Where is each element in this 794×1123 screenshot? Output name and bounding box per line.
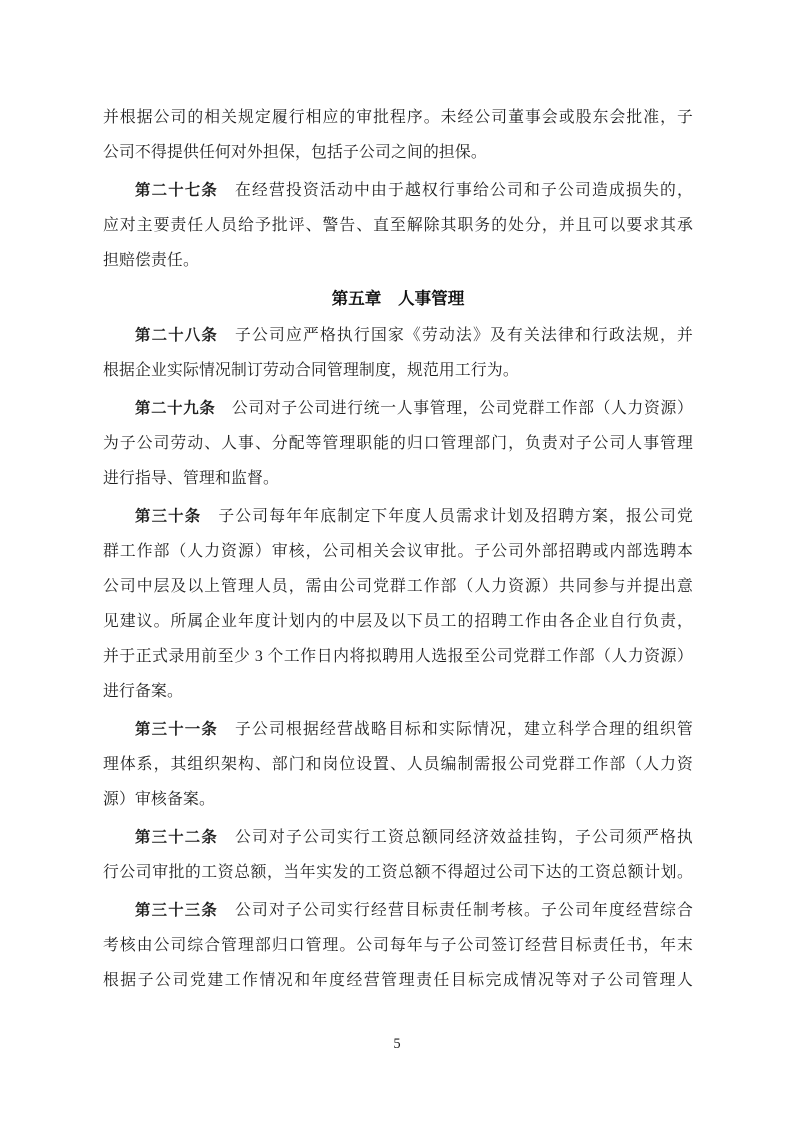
text-line (103, 243, 693, 278)
text-run: 子公司应严格执行国家《劳动法》及有关法律和行政法规，并 (217, 327, 693, 344)
text-line (103, 391, 693, 426)
text-line (103, 534, 693, 569)
text-run: 并于正式录用前至少 3 个工作日内将拟聘用人选报至公司党群工作部（人力资源） (103, 648, 693, 665)
text-run: 公司对子公司实行经营目标责任制考核。子公司年度经营综合 (217, 902, 693, 919)
paragraph (103, 318, 693, 388)
text-run: 公司对子公司进行统一人事管理，公司党群工作部（人力资源） (215, 400, 693, 417)
article-number: 第三十二条 (135, 829, 218, 846)
text-line (103, 318, 693, 353)
text-line (103, 569, 693, 604)
text-run: 根据企业实际情况制订劳动合同管理制度，规范用工行为。 (103, 362, 519, 379)
text-run: 子公司根据经营战略目标和实际情况，建立科学合理的组织管 (217, 721, 693, 738)
text-run: 考核由公司综合管理部归口管理。公司每年与子公司签订经营目标责任书，年末 (103, 937, 693, 954)
document-body (103, 100, 693, 1001)
text-run: 公司不得提供任何对外担保，包括子公司之间的担保。 (103, 144, 487, 161)
text-run: 进行指导、管理和监督。 (103, 470, 279, 487)
paragraph (103, 100, 693, 170)
paragraph (103, 893, 693, 998)
text-line (103, 173, 693, 208)
text-run: 见建议。所属企业年度计划内的中层及以下员工的招聘工作由各企业自行负责， (103, 613, 693, 630)
text-line (103, 353, 693, 388)
article-number: 第三十三条 (135, 902, 218, 919)
text-run: 进行备案。 (103, 683, 183, 700)
text-run: 公司中层及以上管理人员，需由公司党群工作部（人力资源）共同参与并提出意 (103, 578, 693, 595)
text-run: 为子公司劳动、人事、分配等管理职能的归口管理部门，负责对子公司人事管理 (103, 435, 693, 452)
text-run: 源）审核备案。 (103, 791, 215, 808)
text-line (103, 100, 693, 135)
article-number: 第三十条 (135, 508, 202, 525)
text-line (103, 893, 693, 928)
text-run: 应对主要责任人员给予批评、警告、直至解除其职务的处分，并且可以要求其承 (103, 217, 693, 234)
text-run: 担赔偿责任。 (103, 252, 199, 269)
text-line (103, 747, 693, 782)
text-line (103, 208, 693, 243)
paragraph (103, 391, 693, 496)
text-line (103, 135, 693, 170)
text-line (103, 782, 693, 817)
text-line (103, 820, 693, 855)
paragraph (103, 499, 693, 709)
text-line (103, 712, 693, 747)
text-run: 并根据公司的相关规定履行相应的审批程序。未经公司董事会或股东会批准，子 (103, 109, 693, 126)
article-number: 第二十九条 (135, 400, 216, 417)
article-number: 第三十一条 (135, 721, 218, 738)
text-line (103, 461, 693, 496)
paragraph (103, 173, 693, 278)
text-run: 行公司审批的工资总额，当年实发的工资总额不得超过公司下达的工资总额计划。 (103, 864, 693, 881)
article-number: 第二十八条 (135, 327, 218, 344)
text-run: 群工作部（人力资源）审核，公司相关会议审批。子公司外部招聘或内部选聘本 (103, 543, 693, 560)
text-run: 子公司每年年底制定下年度人员需求计划及招聘方案，报公司党 (201, 508, 693, 525)
text-run: 理体系，其组织架构、部门和岗位设置、人员编制需报公司党群工作部（人力资 (103, 756, 693, 773)
page-number: 5 (393, 1036, 401, 1052)
chapter-heading: 第五章 人事管理 (331, 289, 465, 308)
text-line (103, 426, 693, 461)
text-line (103, 855, 693, 890)
text-run: 公司对子公司实行工资总额同经济效益挂钩，子公司须严格执 (217, 829, 693, 846)
text-line (103, 639, 693, 674)
text-line (103, 674, 693, 709)
text-line (103, 604, 693, 639)
text-run: 根据子公司党建工作情况和年度经营管理责任目标完成情况等对子公司管理人 (103, 972, 693, 989)
text-run: 在经营投资活动中由于越权行事给公司和子公司造成损失的， (217, 182, 693, 199)
article-number: 第二十七条 (135, 182, 218, 199)
paragraph (103, 712, 693, 817)
text-line (103, 928, 693, 963)
text-line (103, 963, 693, 998)
paragraph (103, 820, 693, 890)
text-line (103, 499, 693, 534)
